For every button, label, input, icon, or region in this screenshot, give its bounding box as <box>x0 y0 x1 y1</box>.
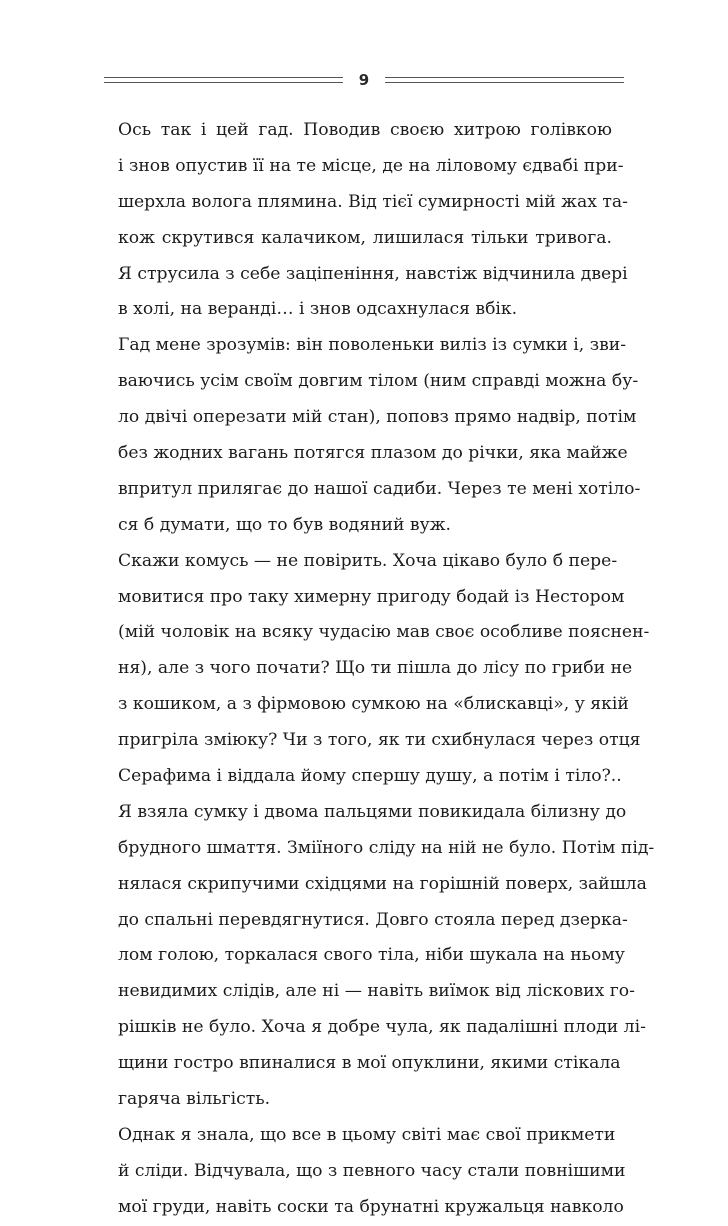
text-line: нялася скрипучими східцями на горішній поверх, зайшла <box>118 873 647 894</box>
text-line: брудного шмаття. Зміїного сліду на ній не було. Потім під- <box>118 837 655 858</box>
header-rule-right <box>385 77 624 83</box>
text-line: з кошиком, а з фірмовою сумкою на «блискавці», у якій <box>118 694 629 715</box>
body-text <box>118 113 655 1226</box>
text-line: впритул прилягає до нашої садиби. Через те мені хотіло- <box>118 478 641 499</box>
text-line: і знов опустив її на те місце, де на ліловому єдвабі при- <box>118 155 624 176</box>
text-line: щини гостро впиналися в мої опуклини, якими стікала <box>118 1053 621 1074</box>
text-line: гаряча вільгість. <box>118 1089 271 1110</box>
text-line: лом голою, торкалася свого тіла, ніби шукала на ньому <box>118 945 625 966</box>
text-line: ся б думати, що то був водяний вуж. <box>118 514 451 535</box>
text-line: Серафима і віддала йому спершу душу, а потім і тіло?.. <box>118 766 622 787</box>
text-line: до спальні перевдягнутися. Довго стояла перед дзеркa- <box>118 909 628 930</box>
text-line: (мій чоловік на всяку чудасію мав своє особливе пояснен- <box>118 622 650 643</box>
text-line: Ось так і цей гад. Поводив своєю хитрою голівкою <box>118 120 612 140</box>
text-line: шерхла волога плямина. Від тієї сумирності мій жах та- <box>118 191 628 212</box>
text-line: невидимих слідів, але ні — навіть виїмок від ліскових го- <box>118 981 635 1002</box>
page-number: 9 <box>358 71 370 89</box>
text-line: пригріла змiюку? Чи з того, як ти схибнулася через отця <box>118 730 641 751</box>
text-line: ваючись усім своїм довгим тілом (ним справді можна бу- <box>118 371 639 392</box>
text-line: кож скрутився калачиком, лишилася тільки тривога. <box>118 227 612 248</box>
text-line: мовитися про таку химерну пригоду бодай із Нестором <box>118 586 625 607</box>
text-line: ня), але з чого почати? Що ти пішла до лісу по гриби не <box>118 658 633 679</box>
text-line: без жодних вагань потягся плазом до річки, яка майже <box>118 443 628 464</box>
header-rule-left <box>104 77 343 83</box>
text-line: ло двічі оперезати мій стан), поповз прямо надвір, потім <box>118 407 637 428</box>
text-line: рішків не було. Хоча я добре чула, як падалішні плоди лі- <box>118 1017 646 1038</box>
text-line: мої груди, навіть соски та брунатні кружальця навколо <box>118 1196 624 1217</box>
text-line: Гад мене зрозумів: він поволеньки виліз із сумки і, зви- <box>118 335 627 356</box>
text-line: Скажи комусь — не повірить. Хоча цікаво було б пере- <box>118 550 618 571</box>
page-header <box>104 70 624 90</box>
text-line: й сліди. Відчувала, що з певного часу стали повнішими <box>118 1160 626 1181</box>
text-line: Я взяла сумку і двома пальцями повикидала білизну до <box>118 801 627 822</box>
text-line: Однак я знала, що все в цьому світі має свої прикмети <box>118 1124 616 1145</box>
text-line: Я струсила з себе заціпеніння, навстіж відчинила двері <box>118 263 628 284</box>
text-line: в холі, на веранді… і знов одсахнулася вбік. <box>118 299 518 320</box>
